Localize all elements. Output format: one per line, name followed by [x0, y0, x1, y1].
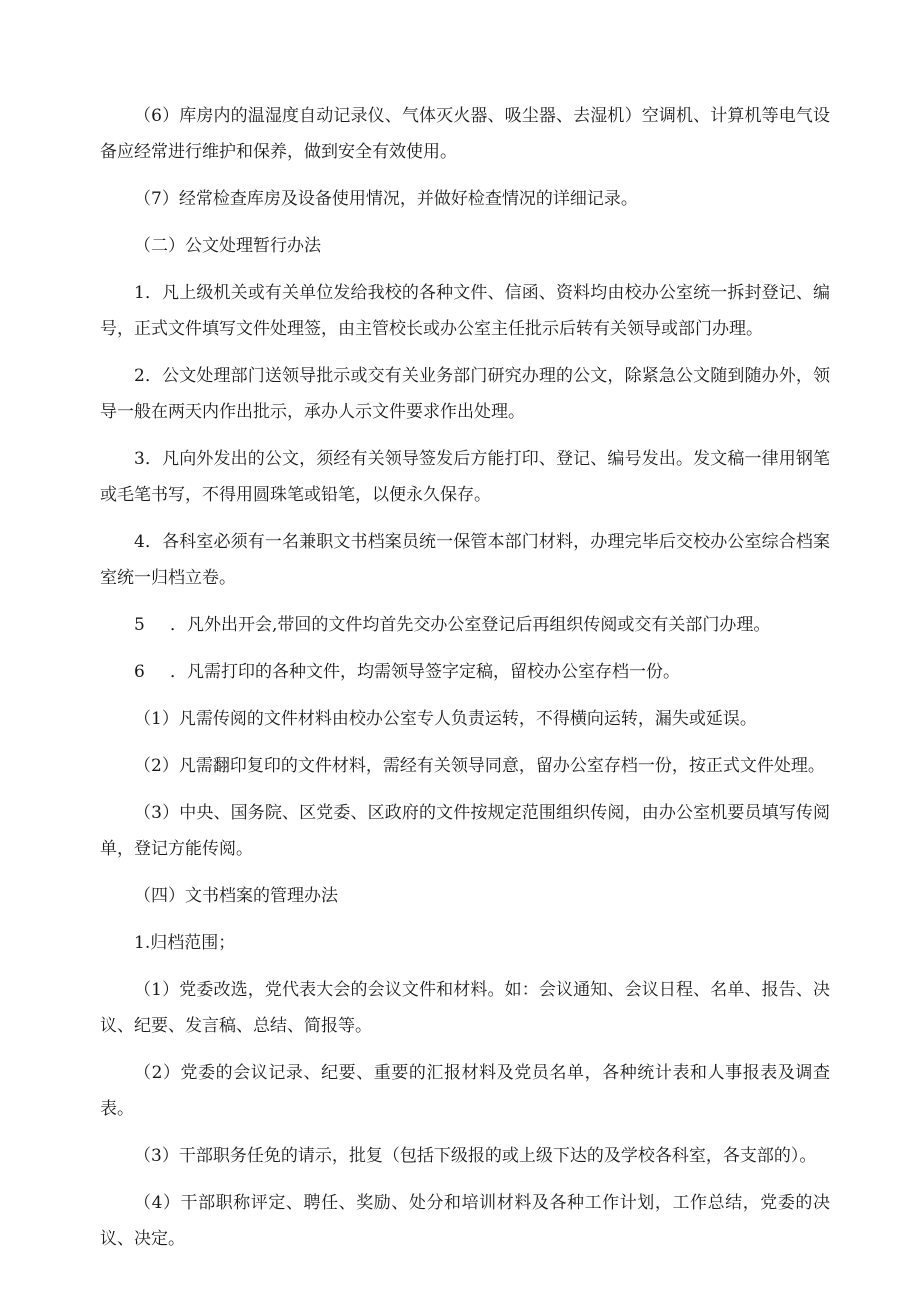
paragraph-rule-4: 4．各科室必须有一名兼职文书档案员统一保管本部门材料，办理完毕后交校办公室综合档案室统一归档立卷。: [100, 532, 830, 588]
paragraph-rule-2: 2．公文处理部门送领导批示或交有关业务部门研究办理的公文，除紧急公文随到随办外，领导一般在两天内作出批示，承办人示文件要求作出处理。: [100, 366, 830, 422]
rule-number: 6: [134, 662, 145, 682]
paragraph-scope-2: （2）党委的会议记录、纪要、重要的汇报材料及党员名单，各种统计表和人事报表及调查表。: [100, 1063, 830, 1119]
paragraph-rule-6: [100, 654, 830, 690]
paragraph-rule-3: 3．凡向外发出的公文，须经有关领导签发后方能打印、登记、编号发出。发文稿一律用钢笔或毛笔书写，不得用圆珠笔或铅笔，以便永久保存。: [100, 449, 830, 505]
paragraph-subitem-2: （2）凡需翻印复印的文件材料，需经有关领导同意，留办公室存档一份，按正式文件处理。: [134, 756, 825, 776]
rule-text: ．凡需打印的各种文件，均需领导签字定稿，留校办公室存档一份。: [170, 662, 680, 682]
paragraph-scope-3: （3）干部职务任免的请示，批复（包括下级报的或上级下达的及学校各科室，各支部的）。: [134, 1146, 817, 1166]
rule-text: ．凡外出开会,带回的文件均首先交办公室登记后再组织传阅或交有关部门办理。: [170, 615, 771, 635]
rule-number: 5: [134, 615, 145, 635]
paragraph-item-6: （6）库房内的温湿度自动记录仪、气体灭火器、吸尘器、去湿机）空调机、计算机等电气设备应经常进行维护和保养，做到安全有效使用。: [100, 106, 830, 162]
section-heading-4: （四）文书档案的管理办法: [134, 886, 338, 906]
paragraph-subitem-1: （1）凡需传阅的文件材料由校办公室专人负责运转，不得横向运转，漏失或延误。: [134, 709, 757, 729]
paragraph-scope-4: （4）干部职称评定、聘任、奖励、处分和培训材料及各种工作计划，工作总结，党委的决议、决定。: [100, 1193, 830, 1249]
paragraph-rule-5: [100, 607, 830, 643]
paragraph-scope-1: （1）党委改选，党代表大会的会议文件和材料。如：会议通知、会议日程、名单、报告、决议、纪要、发言稿、总结、简报等。: [100, 980, 830, 1036]
paragraph-subitem-3: （3）中央、国务院、区党委、区政府的文件按规定范围组织传阅，由办公室机要员填写传阅单，登记方能传阅。: [100, 803, 830, 859]
paragraph-rule-1: 1．凡上级机关或有关单位发给我校的各种文件、信函、资料均由校办公室统一拆封登记、编号，正式文件填写文件处理签，由主管校长或办公室主任批示后转有关领导或部门办理。: [100, 283, 830, 339]
paragraph-scope-heading: 1.归档范围；: [134, 933, 236, 953]
document-body: [100, 98, 830, 1268]
paragraph-item-7: （7）经常检查库房及设备使用情况，并做好检查情况的详细记录。: [134, 189, 638, 209]
section-heading-2: （二）公文处理暂行办法: [134, 236, 321, 256]
